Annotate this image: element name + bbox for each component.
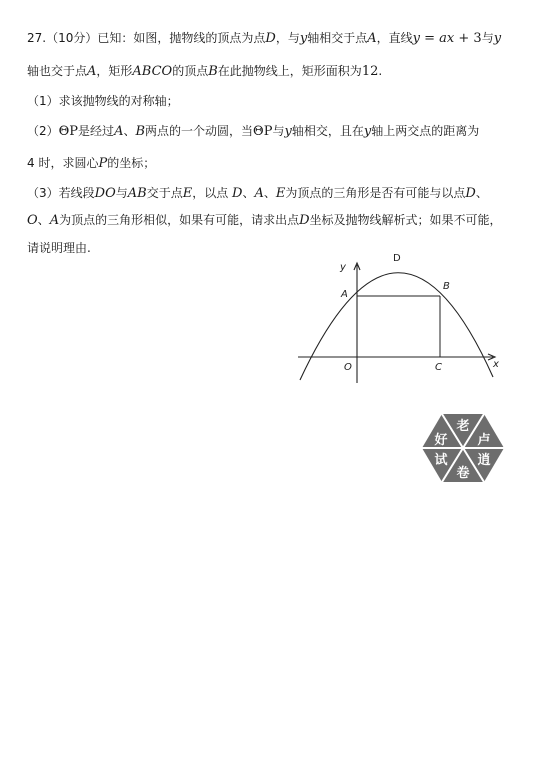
text: 、 [37, 213, 50, 227]
text: 的顶点 [172, 64, 209, 78]
label-x: x [493, 359, 499, 370]
logo-char-2: 卢 [477, 433, 491, 448]
text: 与 [481, 31, 494, 45]
math-A: A [367, 31, 377, 46]
text: （3）若线段 [27, 186, 95, 200]
intro-line-2 [27, 64, 382, 79]
math-circle-P: ΘP [253, 124, 273, 139]
math-circle-P: ΘP [58, 124, 79, 139]
text: 为顶点的三角形是否有可能与以点 [285, 186, 466, 200]
text: 为顶点的三角形相似，如果有可能，请求出点 [59, 213, 300, 227]
parabola-curve [300, 273, 493, 380]
text: 与 [272, 124, 285, 138]
math-E: E [275, 186, 286, 201]
logo-char-6: 逍 [477, 453, 491, 468]
text: 是经过 [78, 124, 115, 138]
math-DO: DO [94, 186, 116, 201]
logo-char-3: 好 [434, 433, 448, 448]
label-C: C [435, 362, 442, 373]
text: ，以点 [192, 186, 233, 200]
math-y: y [493, 31, 502, 46]
math-y: y [299, 31, 308, 46]
text: ，与 [275, 31, 300, 45]
math-D: D [299, 213, 310, 228]
problem-number: 27.（10分） [27, 31, 98, 45]
math-O: O [27, 213, 38, 228]
question-3-line-2 [27, 213, 502, 228]
math-ABCO: ABCO [132, 64, 173, 79]
intro-line-1 [27, 31, 501, 46]
math-y: y [412, 31, 420, 46]
logo-char-1: 老 [456, 419, 470, 434]
logo-char-5: 卷 [456, 466, 470, 481]
math-B: B [135, 124, 146, 139]
math-y: y [284, 124, 292, 139]
text: 两点的一个动圆，当 [145, 124, 254, 138]
label-O: O [344, 362, 352, 373]
logo-char-4: 试 [434, 453, 448, 468]
math-D: D [232, 186, 243, 201]
label-D: D [393, 253, 401, 264]
text: 、 [242, 186, 255, 200]
math-P: P [98, 156, 108, 171]
watermark-logo [420, 410, 506, 486]
text: 、 [263, 186, 276, 200]
math-AB: AB [127, 186, 147, 201]
math-x: x [446, 31, 455, 46]
question-1: （1）求该抛物线的对称轴； [27, 94, 179, 108]
text: ，直线 [376, 31, 413, 45]
text: 、 [123, 124, 136, 138]
math-12: 12 [361, 64, 379, 79]
question-3-line-3: 请说明理由. [27, 241, 91, 255]
question-2-line-1 [27, 124, 479, 139]
question-2-line-2 [27, 156, 155, 171]
text: 在此抛物线上，矩形面积为 [217, 64, 362, 78]
math-A: A [254, 186, 264, 201]
text: 轴相交，且在 [291, 124, 364, 138]
math-a: a [439, 31, 447, 46]
math-A: A [49, 213, 60, 228]
label-B: B [443, 281, 450, 292]
math-B: B [208, 64, 218, 79]
text: （2） [27, 124, 59, 138]
text: 4 时，求圆心 [27, 156, 99, 170]
text: 与 [115, 186, 128, 200]
math-eq: = [419, 31, 440, 46]
text: 轴相交于点 [307, 31, 368, 45]
math-D: D [465, 186, 476, 201]
text: . [378, 64, 383, 78]
text: 轴上两交点的距离为 [371, 124, 480, 138]
math-D: D [265, 31, 276, 46]
math-A: A [114, 124, 124, 139]
text: 轴也交于点 [27, 64, 88, 78]
label-y: y [340, 262, 346, 273]
text: 坐标及抛物线解析式；如果不可能， [309, 213, 502, 227]
text: 、 [475, 186, 488, 200]
math-A: A [87, 64, 97, 79]
label-A: A [341, 289, 348, 300]
math-plus3: + 3 [454, 31, 482, 46]
math-E: E [182, 186, 193, 201]
text: 交于点 [146, 186, 183, 200]
text: 的坐标； [107, 156, 156, 170]
parabola-figure [290, 250, 510, 385]
math-y: y [363, 124, 372, 139]
text: ，矩形 [96, 64, 133, 78]
text: 已知：如图，抛物线的顶点为点 [97, 31, 266, 45]
question-3-line-1 [27, 186, 488, 201]
